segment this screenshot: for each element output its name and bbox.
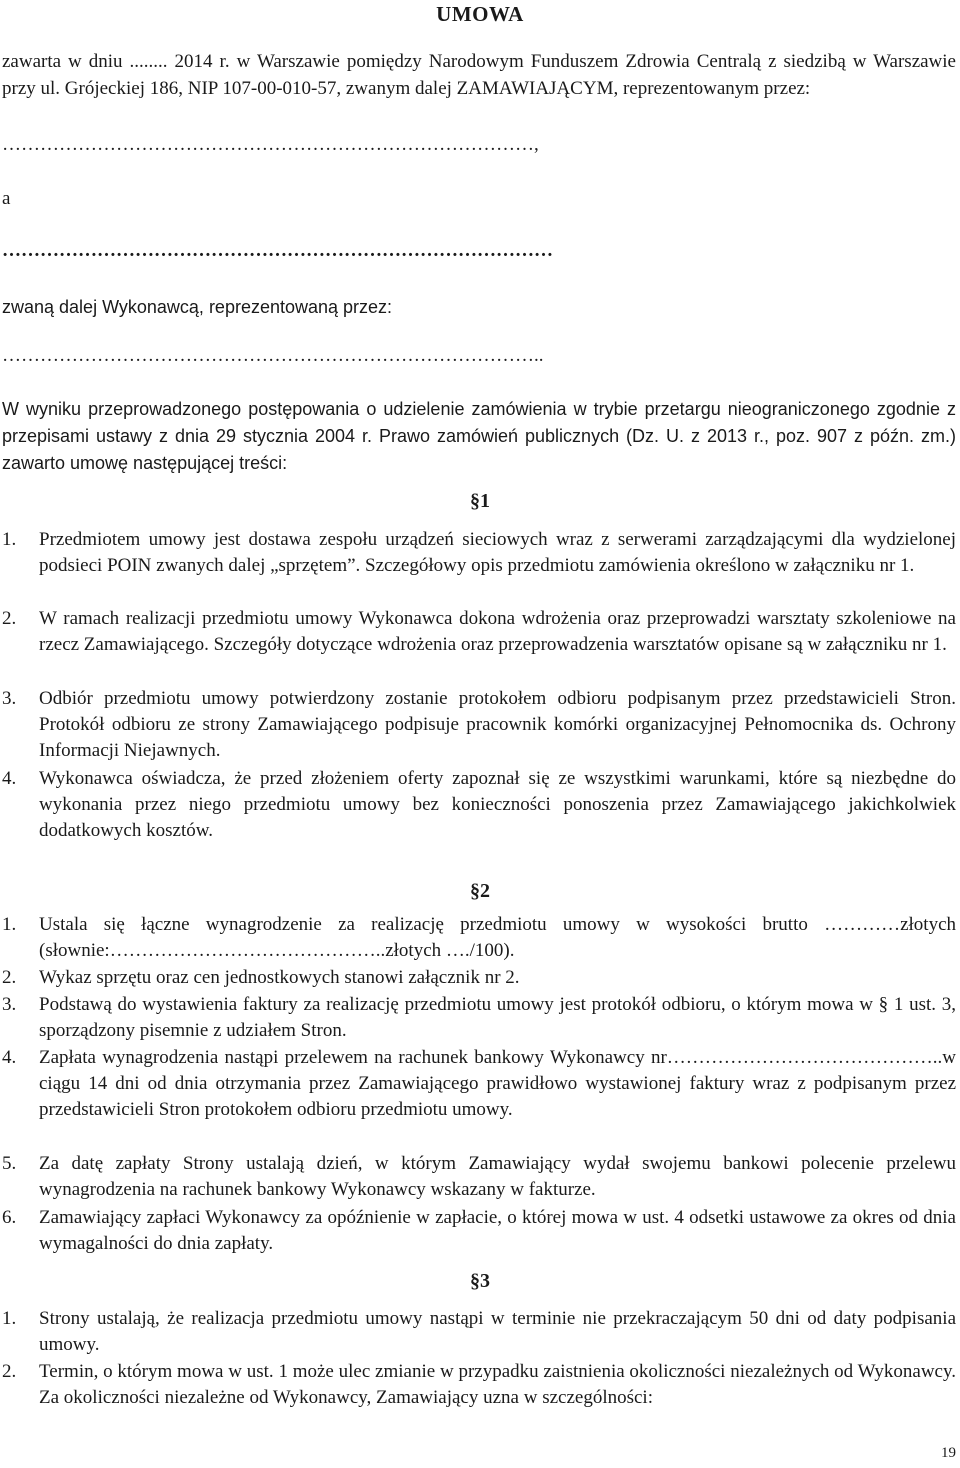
item-text: Wykonawca oświadcza, że przed złożeniem oferty zapoznał się ze wszystkimi warunkami, które są niezbędne do wykonania przez niego przedmiotu umowy bez konieczności ponoszenia przez Zamawiającego jakichkolwiek dodatkowych kosztów.	[39, 768, 956, 841]
item-number: 4.	[2, 768, 17, 789]
list-item	[2, 965, 956, 991]
item-text: Zapłata wynagrodzenia nastąpi przelewem na rachunek bankowy Wykonawcy nr……………………………………..w ciągu 14 dni od dnia otrzymania przez Zamawiającego prawidłowo wystawionej faktury wraz z podpisanym przez przedstawicieli Stron protokołem odbioru przedmiotu umowy.	[39, 1047, 956, 1120]
item-text: W ramach realizacji przedmiotu umowy Wykonawca dokona wdrożenia oraz przeprowadzi warsztaty szkoleniowe na rzecz Zamawiającego. Szczegóły dotyczące wdrożenia oraz przeprowadzenia warsztatów opisane są w załączniku nr 1.	[39, 608, 956, 655]
list-item	[2, 766, 956, 844]
item-text: Wykaz sprzętu oraz cen jednostkowych stanowi załącznik nr 2.	[39, 967, 520, 988]
item-number: 3.	[2, 688, 17, 709]
item-number: 5.	[2, 1153, 17, 1174]
item-number: 1.	[2, 529, 17, 550]
a-label: a	[2, 188, 11, 209]
item-text: Za datę zapłaty Strony ustalają dzień, w którym Zamawiający wydał swojemu bankowi polecenie przelewu wynagrodzenia na rachunek bankowy Wykonawcy wskazany w fakturze.	[39, 1153, 956, 1200]
item-number: 4.	[2, 1047, 17, 1068]
list-item	[2, 527, 956, 579]
list-item	[2, 1306, 956, 1358]
item-text: Podstawą do wystawienia faktury za realizację przedmiotu umowy jest protokół odbioru, o którym mowa w § 1 ust. 3, sporządzony pisemnie z udziałem Stron.	[39, 994, 956, 1041]
intro-paragraph: zawarta w dniu ........ 2014 r. w Warszawie pomiędzy Narodowym Funduszem Zdrowia Centralą z siedzibą w Warszawie przy ul. Grójeckiej 186, NIP 107-00-010-57, zwanym dalej ZAMAWIAJĄCYM, reprezentowanym przez:	[2, 51, 956, 99]
item-text: Strony ustalają, że realizacja przedmiotu umowy nastąpi w terminie nie przekraczającym 50 dni od daty podpisania umowy.	[39, 1308, 956, 1355]
item-number: 1.	[2, 1308, 17, 1329]
item-number: 1.	[2, 914, 17, 935]
item-text: Zamawiający zapłaci Wykonawcy za opóźnienie w zapłacie, o której mowa w ust. 4 odsetki ustawowe za okres od dnia wymagalności do dnia zapłaty.	[39, 1207, 956, 1254]
tender-paragraph: W wyniku przeprowadzonego postępowania o udzielenie zamówienia w trybie przetargu nieograniczonego zgodnie z przepisami ustawy z dnia 29 stycznia 2004 r. Prawo zamówień publicznych (Dz. U. z 2013 r., poz. 907 z późn. zm.) zawarto umowę następującej treści:	[2, 399, 956, 473]
item-number: 6.	[2, 1207, 17, 1228]
item-number: 2.	[2, 967, 17, 988]
dots-line-1: …………………………………………………………………………,	[2, 134, 539, 155]
contractor-label: zwaną dalej Wykonawcą, reprezentowaną przez:	[2, 297, 393, 317]
list-item	[2, 912, 956, 964]
item-number: 3.	[2, 994, 17, 1015]
section-heading-1: §1	[470, 490, 490, 512]
item-number: 2.	[2, 608, 17, 629]
item-number: 2.	[2, 1361, 17, 1382]
item-text: Termin, o którym mowa w ust. 1 może ulec zmianie w przypadku zaistnienia okoliczności niezależnych od Wykonawcy. Za okoliczności niezależne od Wykonawcy, Zamawiający uzna w szczególności:	[39, 1361, 956, 1408]
section-heading-2: §2	[470, 880, 490, 902]
list-item	[2, 992, 956, 1044]
list-item	[2, 686, 956, 764]
item-text: Odbiór przedmiotu umowy potwierdzony zostanie protokołem odbioru podpisanym przez przedstawicieli Stron. Protokół odbioru ze strony Zamawiającego podpisuje pracownik komórki organizacyjnej Pełnomocnika ds. Ochrony Informacji Niejawnych.	[39, 688, 956, 761]
section-heading-3: §3	[470, 1270, 490, 1292]
dots-line-3: …………………………………………………………………………..	[2, 345, 544, 366]
item-text: Ustala się łączne wynagrodzenie za realizację przedmiotu umowy w wysokości brutto …………złotych (słownie:……………………………………..złotych …./100).	[39, 914, 956, 961]
dots-line-2: ……………………………………………………………………………	[2, 240, 553, 261]
list-item	[2, 1359, 956, 1411]
list-item	[2, 1151, 956, 1203]
list-item	[2, 1205, 956, 1257]
page-number: 19	[941, 1445, 956, 1461]
list-item	[2, 606, 956, 658]
item-text: Przedmiotem umowy jest dostawa zespołu urządzeń sieciowych wraz z serwerami zarządzającymi dla wydzielonej podsieci POIN zwanych dalej „sprzętem”. Szczegółowy opis przedmiotu zamówienia określono w załączniku nr 1.	[39, 529, 956, 576]
document-title: UMOWA	[436, 2, 524, 26]
list-item	[2, 1045, 956, 1123]
